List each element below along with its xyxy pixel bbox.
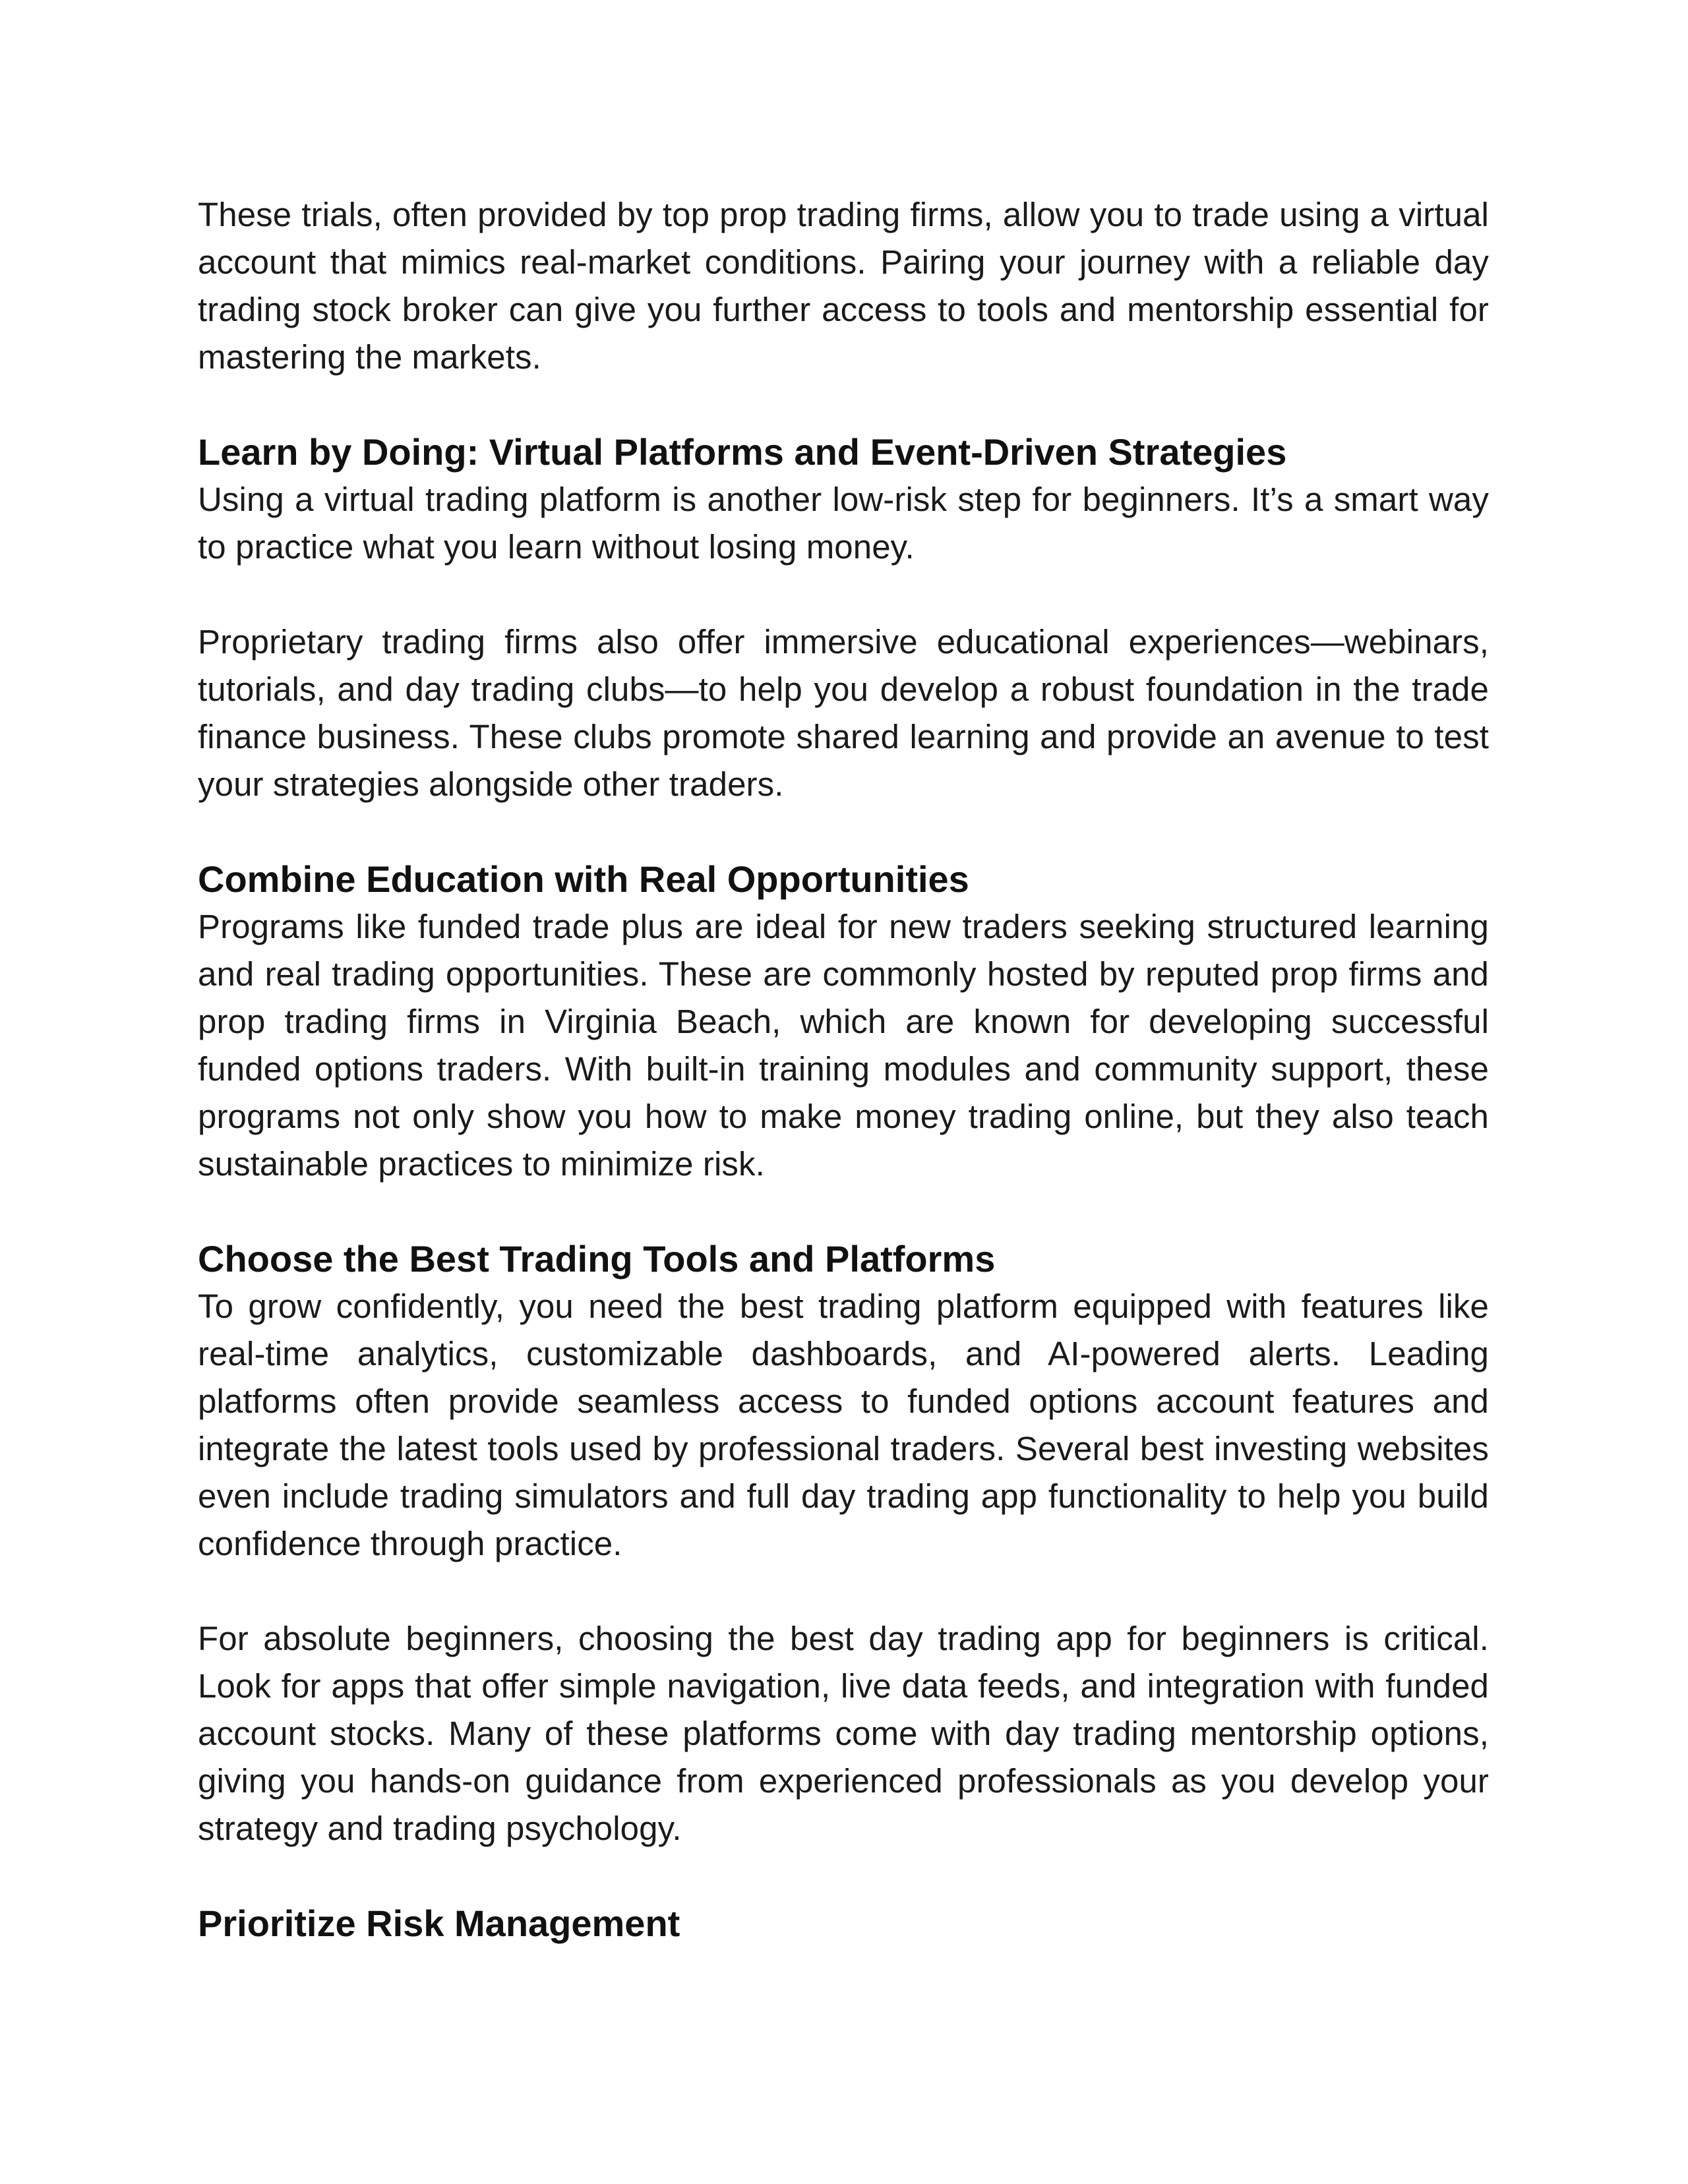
intro-paragraph: These trials, often provided by top prop trading firms, allow you to trade using a virtual account that mimics real-market conditions. Pairing your journey with a reliable day trading stock broker can give you further access to tools and mentorship essential for mastering the markets. <box>198 196 1489 376</box>
spacer <box>198 571 1489 618</box>
section-heading-best-trading-tools: Choose the Best Trading Tools and Platforms <box>198 1238 996 1280</box>
spacer <box>198 1852 1489 1900</box>
paragraph: To grow confidently, you need the best trading platform equipped with features like real-time analytics, customizable dashboards, and AI-powered alerts. Leading platforms often provide seamless access to funded options account features and integrate the latest tools used by professional traders. Several best investing websites even include trading simulators and full day trading app functionality to help you build confidence through practice. <box>198 1287 1489 1562</box>
spacer <box>198 808 1489 856</box>
spacer <box>198 1188 1489 1235</box>
paragraph: Programs like funded trade plus are ideal for new traders seeking structured learning and real trading opportunities. These are commonly hosted by reputed prop firms and prop trading firms in Virginia Beach, which are known for developing successful funded options traders. With built-in training modules and community support, these programs not only show you how to make money trading online, but they also teach sustainable practices to minimize risk. <box>198 908 1489 1183</box>
paragraph: Proprietary trading firms also offer immersive educational experiences—webinars, tutorials, and day trading clubs—to help you develop a robust foundation in the trade finance business. These clubs promote shared learning and provide an avenue to test your strategies alongside other traders. <box>198 623 1489 803</box>
section-heading-risk-management: Prioritize Risk Management <box>198 1903 680 1944</box>
spacer <box>198 1568 1489 1615</box>
paragraph: Using a virtual trading platform is another low-risk step for beginners. It’s a smart way to practice what you learn without losing money. <box>198 481 1489 566</box>
section-heading-combine-education: Combine Education with Real Opportunities <box>198 858 969 900</box>
spacer <box>198 381 1489 428</box>
document-page <box>198 191 1489 1947</box>
paragraph: For absolute beginners, choosing the best day trading app for beginners is critical. Look for apps that offer simple navigation, live data feeds, and integration with funded account stocks. Many of these platforms come with day trading mentorship options, giving you hands-on guidance from experienced professionals as you develop your strategy and trading psychology. <box>198 1620 1489 1847</box>
section-heading-learn-by-doing: Learn by Doing: Virtual Platforms and Event-Driven Strategies <box>198 431 1287 473</box>
